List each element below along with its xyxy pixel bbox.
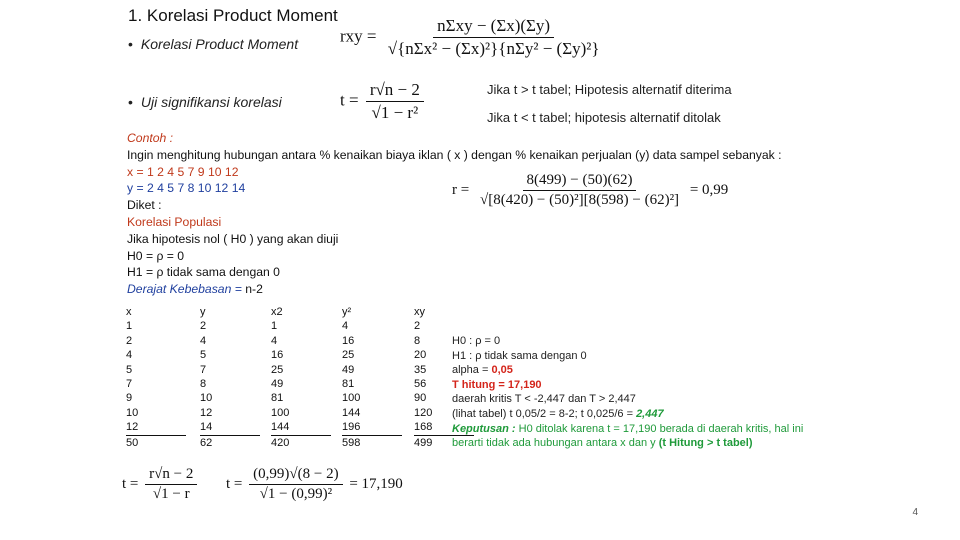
table-cell: 4 [200,334,207,347]
result-kesimpulan [452,436,803,451]
decision-accept: Jika t > t tabel; Hipotesis alternatif diterima [487,82,732,97]
table-cell: 25 [271,363,284,376]
t-tabel-value: 2,447 [636,407,664,420]
table-cell: 16 [342,334,355,347]
lihat-tabel-text: (lihat tabel) t 0,05/2 = 8-2; t 0,025/6 = [452,407,637,420]
t-denominator: √1 − r² [371,103,419,122]
table-cell: 120 [414,406,433,419]
decision-reject: Jika t < t tabel; hipotesis alternatif ditolak [487,110,721,125]
bullet-dot-icon: • [128,36,133,52]
table-cell: 2 [414,320,421,333]
table-header: xy [414,306,425,318]
t2-denominator: √1 − r [152,486,190,502]
result-keputusan [452,422,803,437]
bullet-text: Korelasi Product Moment [140,36,299,52]
table-cell: 16 [271,349,284,362]
table-cell: 10 [200,392,213,405]
contoh-heading: Contoh : [127,131,174,145]
bullet-uji [128,94,282,110]
table-column-y [200,305,260,450]
page-title: 1. Korelasi Product Moment [128,6,338,25]
derajat-label: Derajat Kebebasan = [127,282,242,297]
contoh-intro: Ingin menghitung hubungan antara % kenaikan biaya iklan ( x ) dengan % kenaikan perjualan (y) data sampel sebanyak : [127,147,782,162]
result-lihat-tabel [452,407,803,422]
table-cell: 1 [271,320,278,333]
keputusan-text: H0 ditolak karena t = 17,190 berada di daerah kritis, hal ini [515,422,804,435]
table-cell: 5 [200,349,207,362]
r-denominator: √[8(420) − (50)²][8(598) − (62)²] [479,192,680,208]
table-header: x2 [271,306,283,318]
table-cell: 144 [342,406,361,419]
table-cell: 100 [271,406,290,419]
diket-label: Diket : [127,198,162,213]
table-cell: 196 [342,421,361,434]
table-column-x [126,305,186,450]
korelasi-populasi: Korelasi Populasi [127,214,222,229]
table-cell: 12 [200,406,213,419]
r-label: r = [452,181,470,198]
table-cell: 14 [200,421,213,434]
table-cell: 100 [342,392,361,405]
table-cell: 4 [342,320,349,333]
table-cell: 20 [414,349,427,362]
t-label: t = [340,90,359,110]
table-total: 499 [414,435,474,450]
table-cell: 4 [126,349,133,362]
t3-numerator: (0,99)√(8 − 2) [249,466,342,485]
table-column-x2 [271,305,331,450]
table-cell: 25 [342,349,355,362]
table-cell: 1 [126,320,133,333]
t2-numerator: r√n − 2 [145,466,197,485]
r-numerator: 8(499) − (50)(62) [523,172,637,191]
table-total: 420 [271,435,331,450]
table-cell: 2 [200,320,207,333]
kesimpulan-text: berarti tidak ada hubungan antara x dan y [452,437,659,450]
t3-denominator: √1 − (0,99)² [259,486,333,502]
rxy-formula [340,16,607,59]
table-cell: 56 [414,377,427,390]
rxy-numerator: nΣxy − (Σx)(Σy) [433,16,554,38]
table-cell: 90 [414,392,427,405]
table-cell: 4 [271,334,278,347]
alpha-label: alpha = [452,364,492,377]
t-numerator: r√n − 2 [366,80,424,102]
table-cell: 35 [414,363,427,376]
table-cell: 2 [126,334,133,347]
rxy-label: rxy = [340,26,377,46]
table-cell: 12 [126,421,139,434]
page-number: 4 [912,507,918,518]
t-formula-bottom [122,466,200,503]
x-values: x = 1 2 4 5 7 9 10 12 [127,164,239,179]
t-formula [340,80,427,123]
kesimpulan-note: (t Hitung > t tabel) [658,437,753,450]
table-cell: 81 [342,377,355,390]
bullet-korelasi [128,36,298,52]
alpha-value: 0,05 [491,364,513,377]
table-cell: 49 [271,377,284,390]
result-block [452,334,803,451]
table-header: y [200,306,206,318]
t3-label: t = [226,475,243,492]
table-cell: 10 [126,406,139,419]
table-header: x [126,306,132,318]
keputusan-label: Keputusan : [452,422,516,435]
table-cell: 5 [126,363,133,376]
bullet-text: Uji signifikansi korelasi [140,94,282,110]
table-total: 62 [200,435,260,450]
table-cell: 9 [126,392,133,405]
hipotesis-intro: Jika hipotesis nol ( H0 ) yang akan diuji [127,231,339,246]
table-cell: 49 [342,363,355,376]
r-computation [452,172,728,209]
r-result: = 0,99 [689,181,729,198]
table-cell: 7 [200,363,207,376]
h0-line: H0 = ρ = 0 [127,248,185,263]
t-computation-bottom [226,466,403,503]
table-cell: 144 [271,421,290,434]
table-cell: 7 [126,377,133,390]
h1-line: H1 = ρ tidak sama dengan 0 [127,265,280,280]
result-h1: H1 : ρ tidak sama dengan 0 [452,349,587,362]
table-cell: 81 [271,392,284,405]
derajat-kebebasan [127,281,781,298]
result-daerah-kritis: daerah kritis T < -2,447 dan T > 2,447 [452,393,636,406]
result-h0: H0 : ρ = 0 [452,335,501,347]
table-total: 50 [126,435,186,450]
t2-label: t = [122,475,139,492]
table-cell: 168 [414,421,433,434]
table-header: y² [342,306,352,318]
bullet-dot-icon: • [128,94,133,110]
t3-result: = 17,190 [349,475,403,492]
result-t-hitung: T hitung = 17,190 [452,378,542,391]
y-values: y = 2 4 5 7 8 10 12 14 [127,181,246,196]
table-cell: 8 [200,377,207,390]
rxy-denominator: √{nΣx² − (Σx)²}{nΣy² − (Σy)²} [387,39,600,58]
derajat-value: n-2 [245,282,263,297]
table-cell: 8 [414,334,421,347]
table-column-y2 [342,305,402,450]
contoh-block [127,130,781,298]
table-total: 598 [342,435,402,450]
result-alpha [452,363,803,378]
